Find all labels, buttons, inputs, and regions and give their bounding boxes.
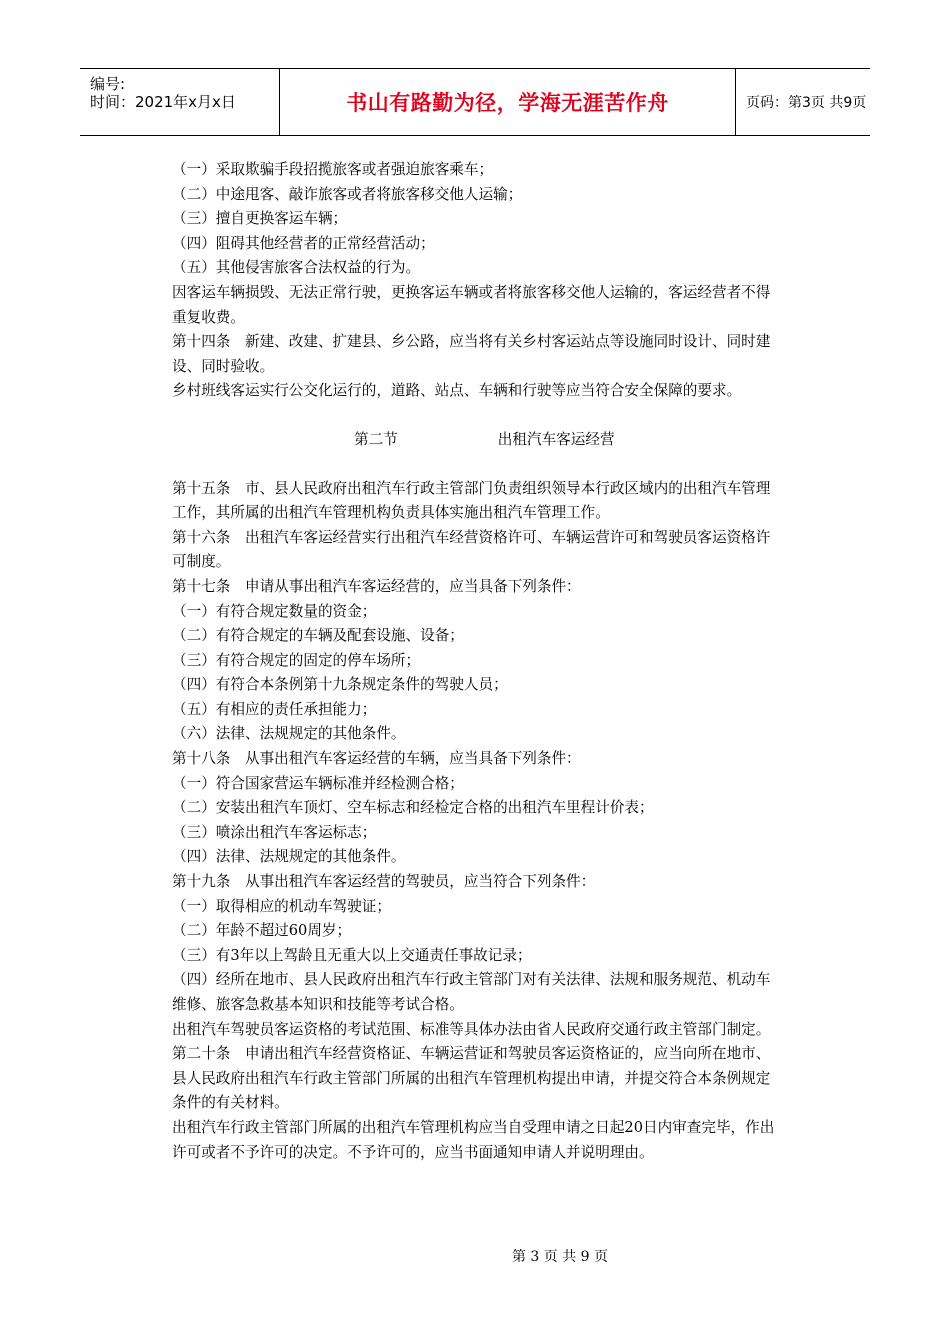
paragraph: （三）有3年以上驾龄且无重大以上交通责任事故记录； [172,946,532,964]
body-block-2 [172,477,782,1166]
paragraph: （三）有符合规定的固定的停车场所； [172,651,421,669]
paragraph: 出租汽车行政主管部门所属的出租汽车管理机构应当自受理申请之日起20日内审查完毕，作出许可或者不予许可的决定。不予许可的，应当书面通知申请人并说明理由。 [172,1118,775,1161]
paragraph: 因客运车辆损毁、无法正常行驶，更换客运车辆或者将旅客移交他人运输的，客运经营者不得重复收费。 [172,283,771,326]
paragraph: （二）安装出租汽车顶灯、空车标志和经检定合格的出租汽车里程计价表； [172,799,654,817]
paragraph: （四）阻碍其他经营者的正常经营活动； [172,234,435,252]
paragraph: （四）经所在地市、县人民政府出租汽车行政主管部门对有关法律、法规和服务规范、机动车维修、旅客急救基本知识和技能等考试合格。 [172,971,771,1013]
section-heading [172,428,782,453]
section-title: 出租汽车客运经营 [497,430,615,448]
paragraph: 出租汽车驾驶员客运资格的考试范围、标准等具体办法由省人民政府交通行政主管部门制定。 [172,1020,771,1038]
footer-page-number: 第 3 页 共 9 页 [511,1249,609,1265]
paragraph: 第十九条 从事出租汽车客运经营的驾驶员，应当符合下列条件： [172,873,596,891]
paragraph: 第十四条 新建、改建、扩建县、乡公路，应当将有关乡村客运站点等设施同时设计、同时建设、同时验收。 [172,333,771,375]
paragraph: 第二十条 申请出租汽车经营资格证、车辆运营证和驾驶员客运资格证的，应当向所在地市、县人民政府出租汽车行政主管部门所属的出租汽车管理机构提出申请，并提交符合本条例规定条件的有关材料。 [172,1045,771,1112]
paragraph: （四）有符合本条例第十九条规定条件的驾驶人员； [172,676,508,694]
page-header [80,68,870,136]
document-body [172,158,782,1165]
number-label: 编号: [90,75,126,93]
header-motto: 书山有路勤为径，学海无涯苦作舟 [280,69,736,135]
paragraph: （一）取得相应的机动车驾驶证； [172,897,391,915]
paragraph: （三）喷涂出租汽车客运标志； [172,823,377,841]
paragraph: （一）采取欺骗手段招揽旅客或者强迫旅客乘车； [172,161,494,178]
paragraph: （二）中途甩客、敲诈旅客或者将旅客移交他人运输； [172,185,523,203]
paragraph: （五）有相应的责任承担能力； [172,700,377,718]
paragraph: （四）法律、法规规定的其他条件。 [172,848,406,866]
paragraph: 第十六条 出租汽车客运经营实行出租汽车经营资格许可、车辆运营许可和驾驶员客运资格许可制度。 [172,528,771,571]
header-page-label: 页码：第3页 共9页 [746,95,867,111]
header-meta [80,69,280,135]
time-label: 时间：2021年x月x日 [90,93,236,111]
paragraph: （一）有符合规定数量的资金； [172,602,377,620]
paragraph: （二）年龄不超过60周岁； [172,922,352,940]
paragraph: （六）法律、法规规定的其他条件。 [172,725,406,743]
paragraph: 乡村班线客运实行公交化运行的，道路、站点、车辆和行驶等应当符合安全保障的要求。 [172,382,742,400]
paragraph: （一）符合国家营运车辆标准并经检测合格； [172,774,464,792]
paragraph: 第十五条 市、县人民政府出租汽车行政主管部门负责组织领导本行政区域内的出租汽车管理工作，其所属的出租汽车管理机构负责具体实施出租汽车管理工作。 [172,479,771,522]
paragraph: 第十八条 从事出租汽车客运经营的车辆，应当具备下列条件： [172,750,581,768]
section-number: 第二节 [354,430,398,448]
paragraph: （二）有符合规定的车辆及配套设施、设备； [172,627,464,645]
body-block-1 [172,158,782,404]
paragraph: （三）擅自更换客运车辆； [172,210,348,228]
paragraph: 第十七条 申请从事出租汽车客运经营的，应当具备下列条件： [172,577,581,595]
page-footer [0,1246,950,1266]
paragraph: （五）其他侵害旅客合法权益的行为。 [172,259,421,277]
